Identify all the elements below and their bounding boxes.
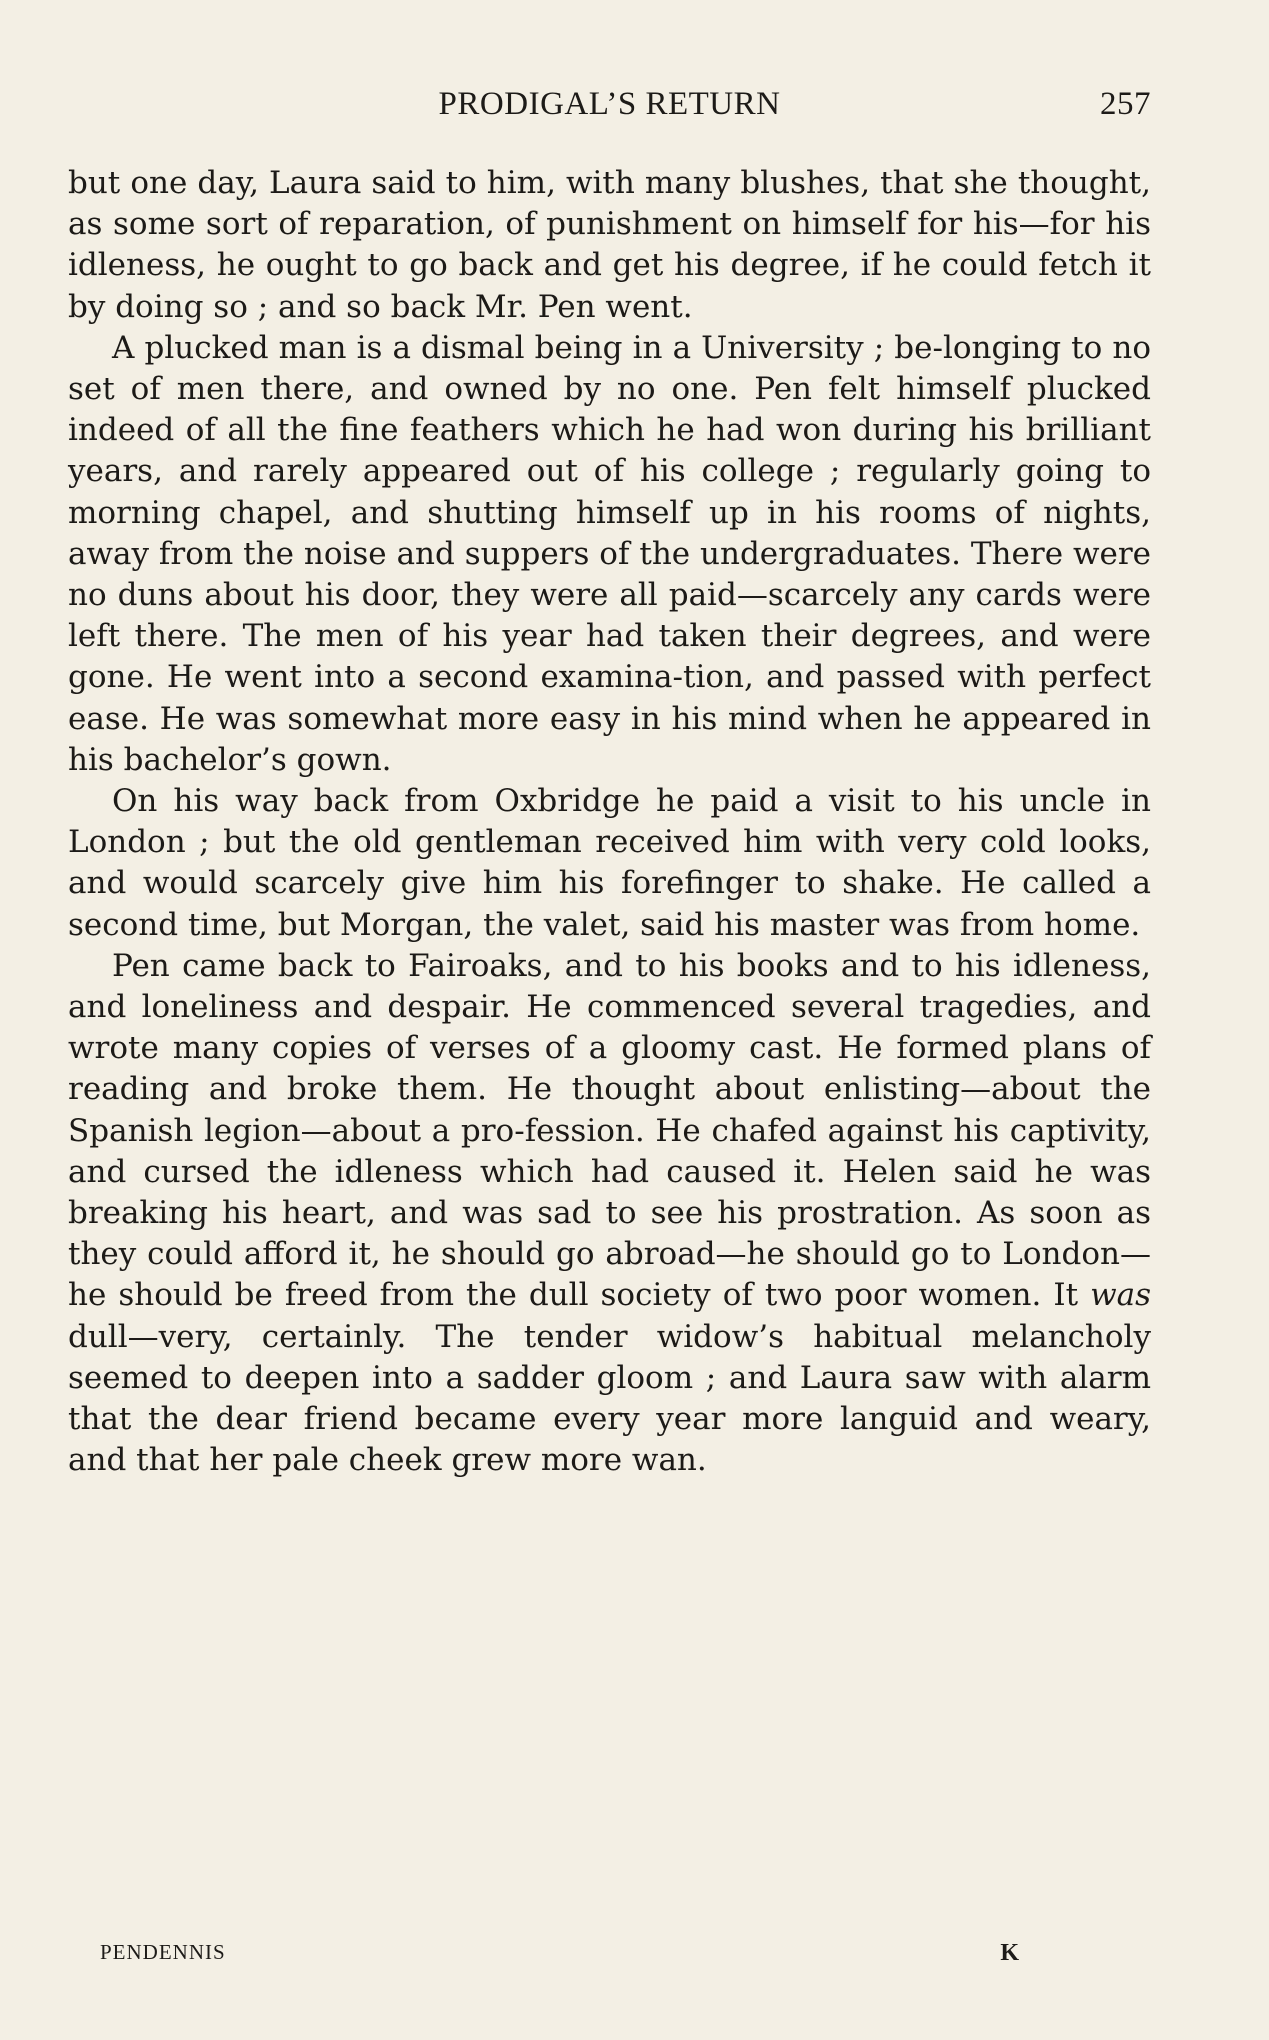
paragraph: [68, 781, 1151, 946]
paragraph: [68, 328, 1151, 781]
paragraph-text: On his way back from Oxbridge he paid a visit to his uncle in London ; but the old gentleman received him with very cold looks, and would scarcely give him his forefinger to shake. He called a second time, but Morgan, the valet, said his master was from home.: [68, 783, 1151, 943]
signature-title: PENDENNIS: [100, 1940, 226, 1964]
paragraph: [68, 946, 1151, 1482]
paragraph-text: but one day, Laura said to him, with many blushes, that she thought, as some sort of reparation, of punishment on himself for his—for his idleness, he ought to go back and get his degree, if he could fetch it by doing so ; and so back Mr. Pen went.: [68, 165, 1151, 325]
running-title: PRODIGAL’S RETURN: [438, 86, 781, 122]
body-text: [68, 163, 1151, 1482]
emphasis-text: was: [1090, 1277, 1151, 1314]
paragraph-text: A plucked man is a dismal being in a University ; be-longing to no set of men there, and owned by no one. Pen felt himself plucked indeed of all the fine feathers which he had won during his brilliant years, and rarely appeared out of his college ; regularly going to morning chapel, and shutting himself up in his rooms of nights, away from the noise and suppers of the undergraduates. There were no duns about his door, they were all paid—scarcely any cards were left there. The men of his year had taken their degrees, and were gone. He went into a second examina-tion, and passed with perfect ease. He was somewhat more easy in his mind when he appeared in his bachelor’s gown.: [68, 329, 1151, 778]
running-head: [68, 86, 1151, 126]
paragraph-text: dull—very, certainly. The tender widow’s habitual melancholy seemed to deepen into a sadder gloom ; and Laura saw with alarm that the dear friend became every year more languid and weary, and that her pale cheek grew more wan.: [68, 1318, 1151, 1479]
page-number: 257: [1100, 86, 1151, 122]
signature-mark: K: [1000, 1940, 1020, 1966]
paragraph-text: Pen came back to Fairoaks, and to his books and to his idleness, and loneliness and despair. He commenced several tragedies, and wrote many copies of verses of a gloomy cast. He formed plans of reading and broke them. He thought about enlisting—about the Spanish legion—about a pro-fession. He chafed against his captivity, and cursed the idleness which had caused it. Helen said he was breaking his heart, and was sad to see his prostration. As soon as they could afford it, he should go abroad—he should go to London—he should be freed from the dull society of two poor women. It: [68, 947, 1151, 1314]
signature-line: [100, 1940, 1020, 1970]
paragraph: [68, 163, 1151, 328]
